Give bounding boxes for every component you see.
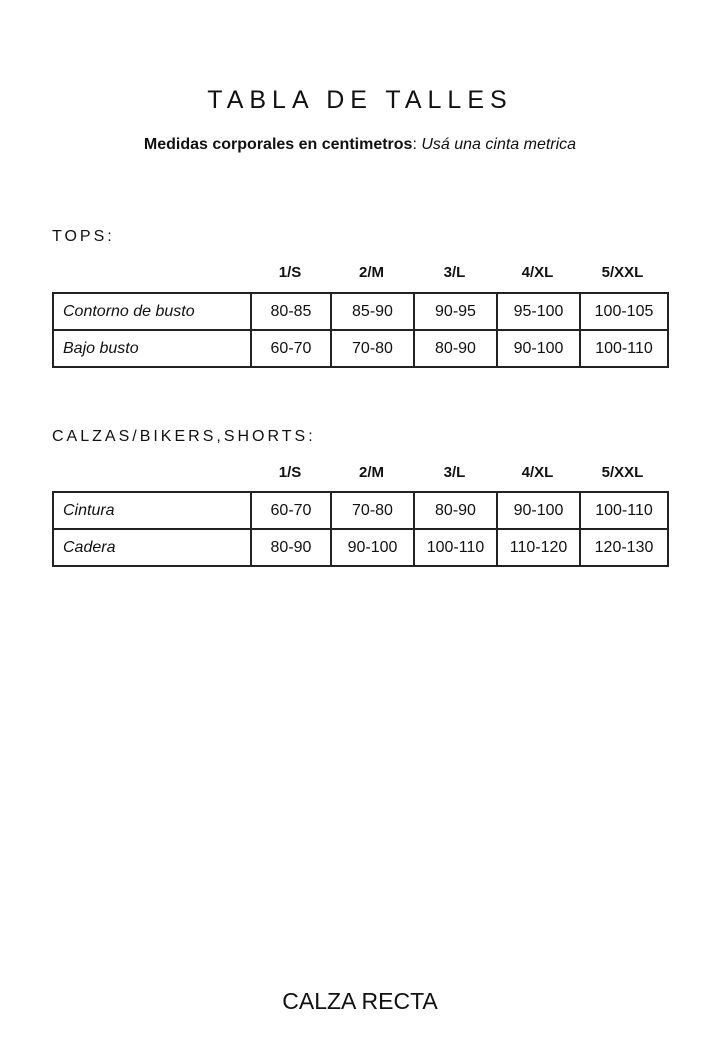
table-cell: 110-120 (497, 529, 580, 566)
table-cell: 70-80 (331, 330, 414, 367)
size-label: 5/XXL (601, 264, 644, 281)
size-label: 4/XL (521, 264, 554, 281)
subtitle-italic: Usá una cinta metrica (421, 136, 577, 153)
tops-heading: TOPS: (52, 228, 115, 245)
subtitle-separator: : (412, 136, 422, 153)
table-cell: 90-95 (414, 293, 497, 330)
size-label: 4/XL (521, 464, 554, 481)
row-label: Contorno de busto (53, 293, 251, 330)
subtitle (0, 136, 720, 154)
table-cell: 80-90 (251, 529, 331, 566)
subtitle-bold: Medidas corporales en centimetros (143, 136, 413, 153)
size-label: 2/M (358, 264, 384, 281)
size-label: 2/M (358, 464, 384, 481)
page-title: TABLA DE TALLES (207, 86, 513, 114)
table-cell: 95-100 (497, 293, 580, 330)
table-cell: 120-130 (580, 529, 668, 566)
tops-table (52, 292, 669, 368)
calzas-heading: CALZAS/BIKERS,SHORTS: (52, 428, 316, 445)
table-cell: 60-70 (251, 492, 331, 529)
size-label: 3/L (443, 464, 466, 481)
table-cell: 100-110 (580, 492, 668, 529)
size-label: 1/S (278, 264, 302, 281)
calzas-table (52, 491, 669, 567)
row-label: Cintura (53, 492, 251, 529)
table-cell: 90-100 (497, 330, 580, 367)
table-row (53, 330, 668, 367)
size-label: 3/L (443, 264, 466, 281)
table-cell: 90-100 (497, 492, 580, 529)
table-cell: 85-90 (331, 293, 414, 330)
table-row (53, 492, 668, 529)
table-row (53, 293, 668, 330)
table-cell: 100-110 (580, 330, 668, 367)
table-cell: 100-110 (414, 529, 497, 566)
tops-size-header (250, 264, 666, 281)
size-label: 5/XXL (601, 464, 644, 481)
table-cell: 60-70 (251, 330, 331, 367)
table-cell: 80-85 (251, 293, 331, 330)
row-label: Cadera (53, 529, 251, 566)
table-cell: 70-80 (331, 492, 414, 529)
table-cell: 80-90 (414, 330, 497, 367)
table-cell: 100-105 (580, 293, 668, 330)
table-row (53, 529, 668, 566)
size-label: 1/S (278, 464, 302, 481)
row-label: Bajo busto (53, 330, 251, 367)
calzas-size-header (250, 464, 666, 481)
table-cell: 80-90 (414, 492, 497, 529)
table-cell: 90-100 (331, 529, 414, 566)
product-title: CALZA RECTA (282, 988, 438, 1014)
